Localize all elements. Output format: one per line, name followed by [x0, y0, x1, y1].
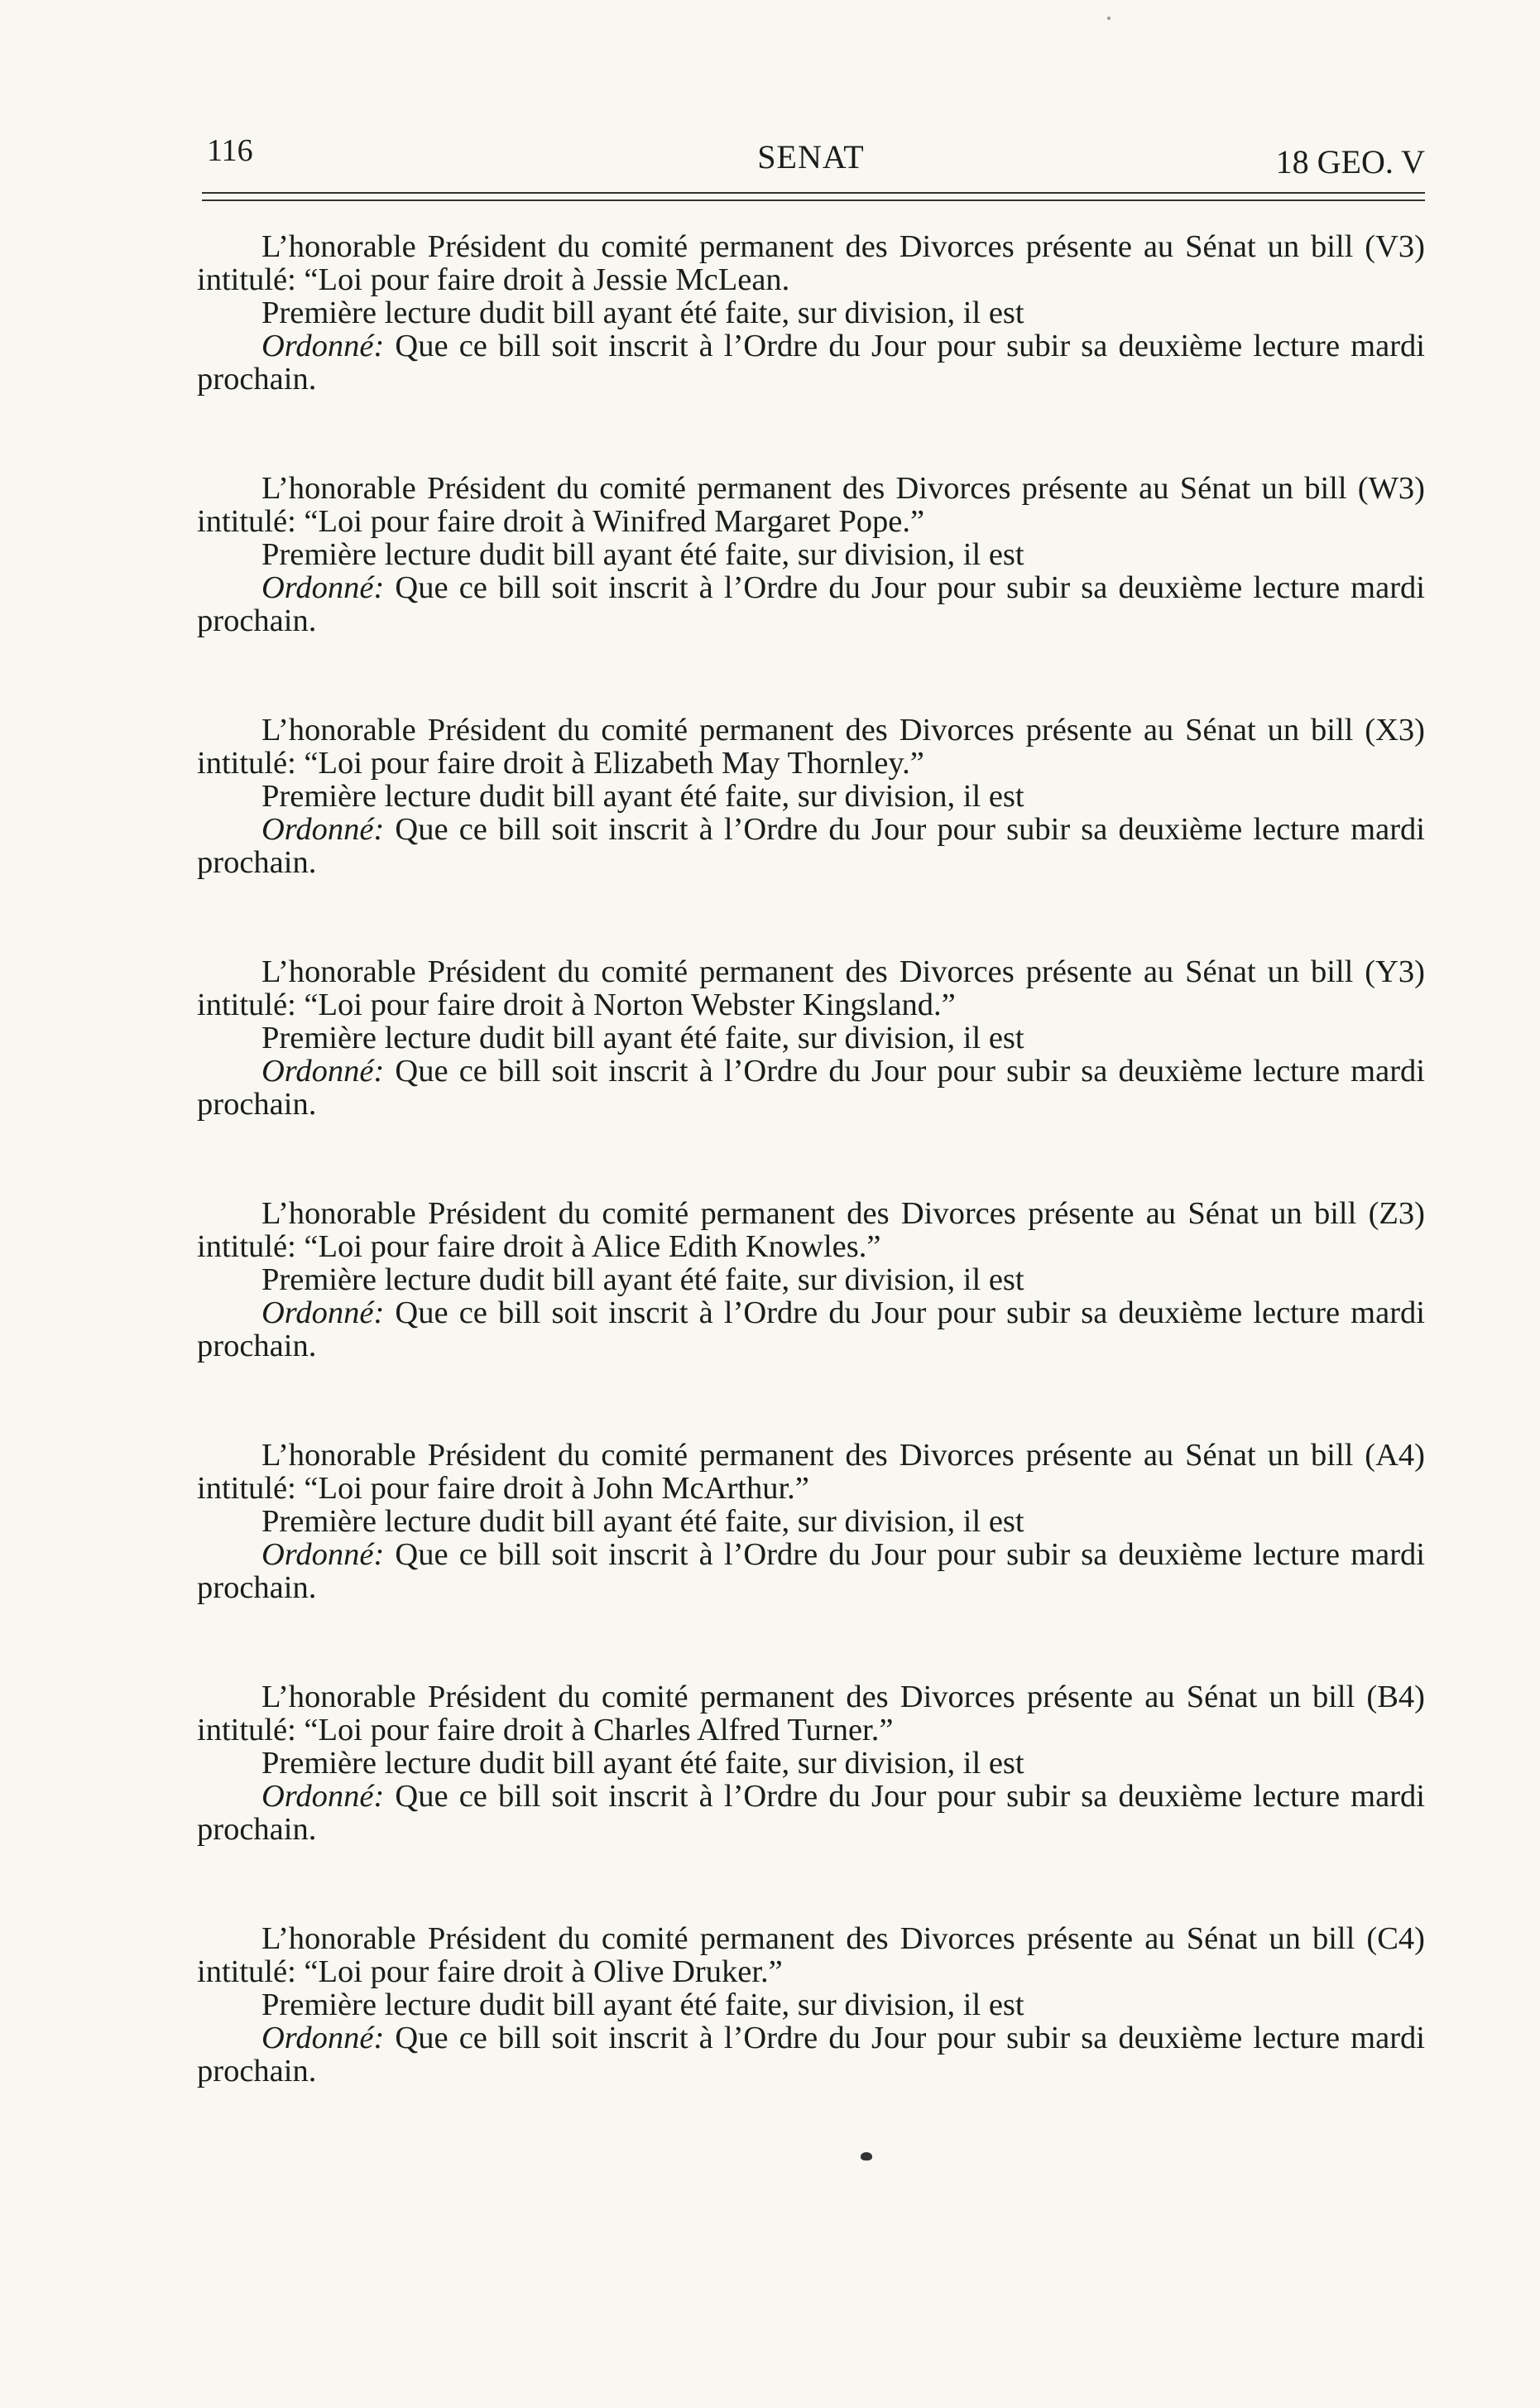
order-text: Que ce bill soit inscrit à l’Ordre du Jour pour subir sa deuxième lecture mardi prochain.	[197, 1537, 1425, 1605]
order-text: Que ce bill soit inscrit à l’Ordre du Jour pour subir sa deuxième lecture mardi prochain.	[197, 329, 1425, 397]
presentation-text: L’honorable Président du comité permanent des Divorces présente au Sénat un bill (Y3) intitulé: “Loi pour faire droit à Norton Webster Kingsland.”	[197, 954, 1425, 1022]
presentation-text: L’honorable Président du comité permanent des Divorces présente au Sénat un bill (A4) intitulé: “Loi pour faire droit à John McArthur.”	[197, 1438, 1425, 1506]
order-label: Ordonné:	[261, 1779, 385, 1814]
order-text: Que ce bill soit inscrit à l’Ordre du Jour pour subir sa deuxième lecture mardi prochain.	[197, 2021, 1425, 2088]
order-label: Ordonné:	[261, 570, 385, 605]
first-reading-text: Première lecture dudit bill ayant été faite, sur division, il est	[261, 1746, 1024, 1781]
order-paragraph	[197, 813, 1425, 879]
document-page	[197, 124, 1425, 2088]
order-label: Ordonné:	[261, 1054, 385, 1089]
order-text: Que ce bill soit inscrit à l’Ordre du Jour pour subir sa deuxième lecture mardi prochain.	[197, 812, 1425, 880]
first-reading-text: Première lecture dudit bill ayant été faite, sur division, il est	[261, 537, 1024, 572]
presentation-text: L’honorable Président du comité permanent des Divorces présente au Sénat un bill (W3) intitulé: “Loi pour faire droit à Winifred Margaret Pope.”	[197, 471, 1425, 539]
order-label: Ordonné:	[261, 812, 385, 847]
first-reading-text: Première lecture dudit bill ayant été faite, sur division, il est	[261, 296, 1024, 330]
order-paragraph	[197, 2021, 1425, 2088]
journal-entry	[197, 955, 1425, 1197]
order-paragraph	[197, 571, 1425, 637]
journal-entry	[197, 1922, 1425, 2164]
first-reading-text: Première lecture dudit bill ayant été faite, sur division, il est	[261, 779, 1024, 814]
page-header	[197, 124, 1425, 190]
header-rule-top	[202, 192, 1425, 194]
order-paragraph	[197, 329, 1425, 396]
order-paragraph	[197, 1780, 1425, 1846]
running-title: SENAT	[757, 138, 865, 175]
page-number: 116	[207, 133, 253, 168]
journal-entry	[197, 714, 1425, 955]
order-text: Que ce bill soit inscrit à l’Ordre du Jour pour subir sa deuxième lecture mardi prochain.	[197, 1295, 1425, 1363]
order-label: Ordonné:	[261, 2021, 385, 2055]
order-text: Que ce bill soit inscrit à l’Ordre du Jour pour subir sa deuxième lecture mardi prochain.	[197, 1054, 1425, 1122]
order-text: Que ce bill soit inscrit à l’Ordre du Jour pour subir sa deuxième lecture mardi prochain.	[197, 1779, 1425, 1847]
session-label: 18 GEO. V	[1275, 143, 1425, 180]
presentation-text: L’honorable Président du comité permanent des Divorces présente au Sénat un bill (B4) intitulé: “Loi pour faire droit à Charles Alfred Turner.”	[197, 1680, 1425, 1747]
presentation-text: L’honorable Président du comité permanent des Divorces présente au Sénat un bill (X3) intitulé: “Loi pour faire droit à Elizabeth May Thornley.”	[197, 713, 1425, 781]
first-reading-text: Première lecture dudit bill ayant été faite, sur division, il est	[261, 1262, 1024, 1297]
header-rule-bottom	[202, 199, 1425, 201]
order-label: Ordonné:	[261, 1295, 385, 1330]
scan-speck	[1107, 17, 1111, 20]
journal-entries	[197, 230, 1425, 2164]
journal-entry	[197, 230, 1425, 472]
first-reading-text: Première lecture dudit bill ayant été faite, sur division, il est	[261, 1504, 1024, 1539]
journal-entry	[197, 1680, 1425, 1922]
ink-mark	[861, 2152, 872, 2160]
journal-entry	[197, 1197, 1425, 1439]
presentation-text: L’honorable Président du comité permanent des Divorces présente au Sénat un bill (V3) intitulé: “Loi pour faire droit à Jessie McLean.	[197, 229, 1425, 297]
presentation-text: L’honorable Président du comité permanent des Divorces présente au Sénat un bill (Z3) intitulé: “Loi pour faire droit à Alice Edith Knowles.”	[197, 1196, 1425, 1264]
first-reading-text: Première lecture dudit bill ayant été faite, sur division, il est	[261, 1987, 1024, 2022]
order-paragraph	[197, 1055, 1425, 1121]
first-reading-text: Première lecture dudit bill ayant été faite, sur division, il est	[261, 1021, 1024, 1055]
order-paragraph	[197, 1538, 1425, 1604]
order-paragraph	[197, 1296, 1425, 1363]
journal-entry	[197, 472, 1425, 714]
journal-entry	[197, 1439, 1425, 1680]
order-label: Ordonné:	[261, 1537, 385, 1572]
order-label: Ordonné:	[261, 329, 385, 363]
presentation-text: L’honorable Président du comité permanent des Divorces présente au Sénat un bill (C4) intitulé: “Loi pour faire droit à Olive Druker.”	[197, 1921, 1425, 1989]
order-text: Que ce bill soit inscrit à l’Ordre du Jour pour subir sa deuxième lecture mardi prochain.	[197, 570, 1425, 638]
